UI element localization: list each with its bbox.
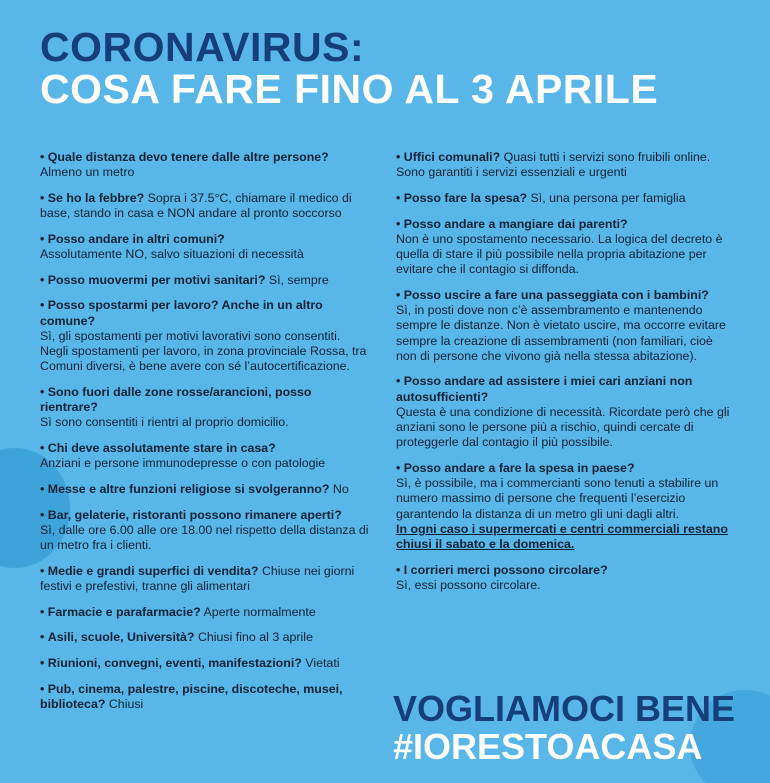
faq-item: • Posso spostarmi per lavoro? Anche in un altro comune? Sì, gli spostamenti per motivi lavorativi sono consentiti. Negli spostamenti per lavoro, in zona provinciale Rossa, tra Comuni diversi, è bene avere con sé l’autocertificazione. — [40, 298, 367, 374]
weekend-closure-note: In ogni caso i supermercati e centri commerciali restano chiusi il sabato e la domenica. — [396, 521, 728, 551]
faq-item: • Sono fuori dalle zone rosse/arancioni, posso rientrare? Sì sono consentiti i rientri al proprio domicilio. — [40, 384, 312, 430]
slogan-hashtag: #IORESTOACASA — [393, 726, 703, 767]
faq-item: • Posso andare a mangiare dai parenti? Non è uno spostamento necessario. La logica del decreto è quella di stare il più possibile nella propria abitazione per evitare che il contagio si diffonda. — [396, 216, 723, 277]
left-column — [40, 150, 370, 723]
faq-item: • Messe e altre funzioni religiose si svolgeranno? No — [40, 481, 349, 496]
faq-item: • Farmacie e parafarmacie? Aperte normalmente — [40, 604, 316, 619]
faq-item: • Posso andare a fare la spesa in paese? Sì, è possibile, ma i commercianti sono tenuti a stabilire un numero massimo di persone che frequenti l’esercizio garantendo la distanza di un metro gli uni dagli altri. In ogni caso i supermercati e centri commerciali restano chiusi il sabato e la domenica. — [396, 460, 728, 551]
faq-item: • Quale distanza devo tenere dalle altre persone? Almeno un metro — [40, 150, 329, 180]
faq-item: • Riunioni, convegni, eventi, manifestazioni? Vietati — [40, 656, 340, 671]
faq-item: • Chi deve assolutamente stare in casa? Anziani e persone immunodepresse o con patologie — [40, 441, 326, 471]
faq-item: • Pub, cinema, palestre, piscine, discoteche, musei, biblioteca? Chiusi — [40, 681, 343, 711]
faq-item: • Posso andare ad assistere i miei cari anziani non autosufficienti? Questa è una condizione di necessità. Ricordate però che gli anziani sono le persone più a rischio, quindi cercate di proteggerle dal contagio il più possibile. — [396, 374, 730, 450]
faq-item: • Posso andare in altri comuni? Assolutamente NO, salvo situazioni di necessità — [40, 231, 304, 262]
faq-item: • Asili, scuole, Università? Chiusi fino al 3 aprile — [40, 630, 313, 645]
faq-item: • I corrieri merci possono circolare? Sì, essi possono circolare. — [396, 562, 608, 592]
faq-item: • Bar, gelaterie, ristoranti possono rimanere aperti? Sì, dalle ore 6.00 alle ore 18.00 nel rispetto della distanza di un metro fra i clienti. — [40, 507, 369, 553]
faq-item: • Uffici comunali? Quasi tutti i servizi sono fruibili online. Sono garantiti i servizi essenziali e urgenti — [396, 150, 711, 180]
faq-item: • Posso uscire a fare una passeggiata con i bambini? Sì, in posti dove non c’è assembramento e mantenendo sempre le distanze. Non è vietato uscire, ma occorre evitare sempre la creazione di assembramenti (non familiari, cioè non di persone che vivono già nella stessa abitazione). — [396, 287, 726, 363]
slogan-line-1: VOGLIAMOCI BENE — [393, 688, 736, 729]
right-column — [396, 150, 731, 604]
title-line-2: COSA FARE FINO AL 3 APRILE — [40, 66, 659, 112]
title-line-1: CORONAVIRUS: — [40, 24, 365, 70]
faq-item: • Posso muovermi per motivi sanitari? Sì, sempre — [40, 272, 329, 287]
faq-item: • Posso fare la spesa? Sì, una persona per famiglia — [396, 190, 686, 205]
faq-item: • Medie e grandi superfici di vendita? Chiuse nei giorni festivi e prefestivi, tranne gli alimentari — [40, 563, 355, 593]
faq-item: • Se ho la febbre? Sopra i 37.5°C, chiamare il medico di base, stando in casa e NON andare al pronto soccorso — [40, 190, 352, 221]
